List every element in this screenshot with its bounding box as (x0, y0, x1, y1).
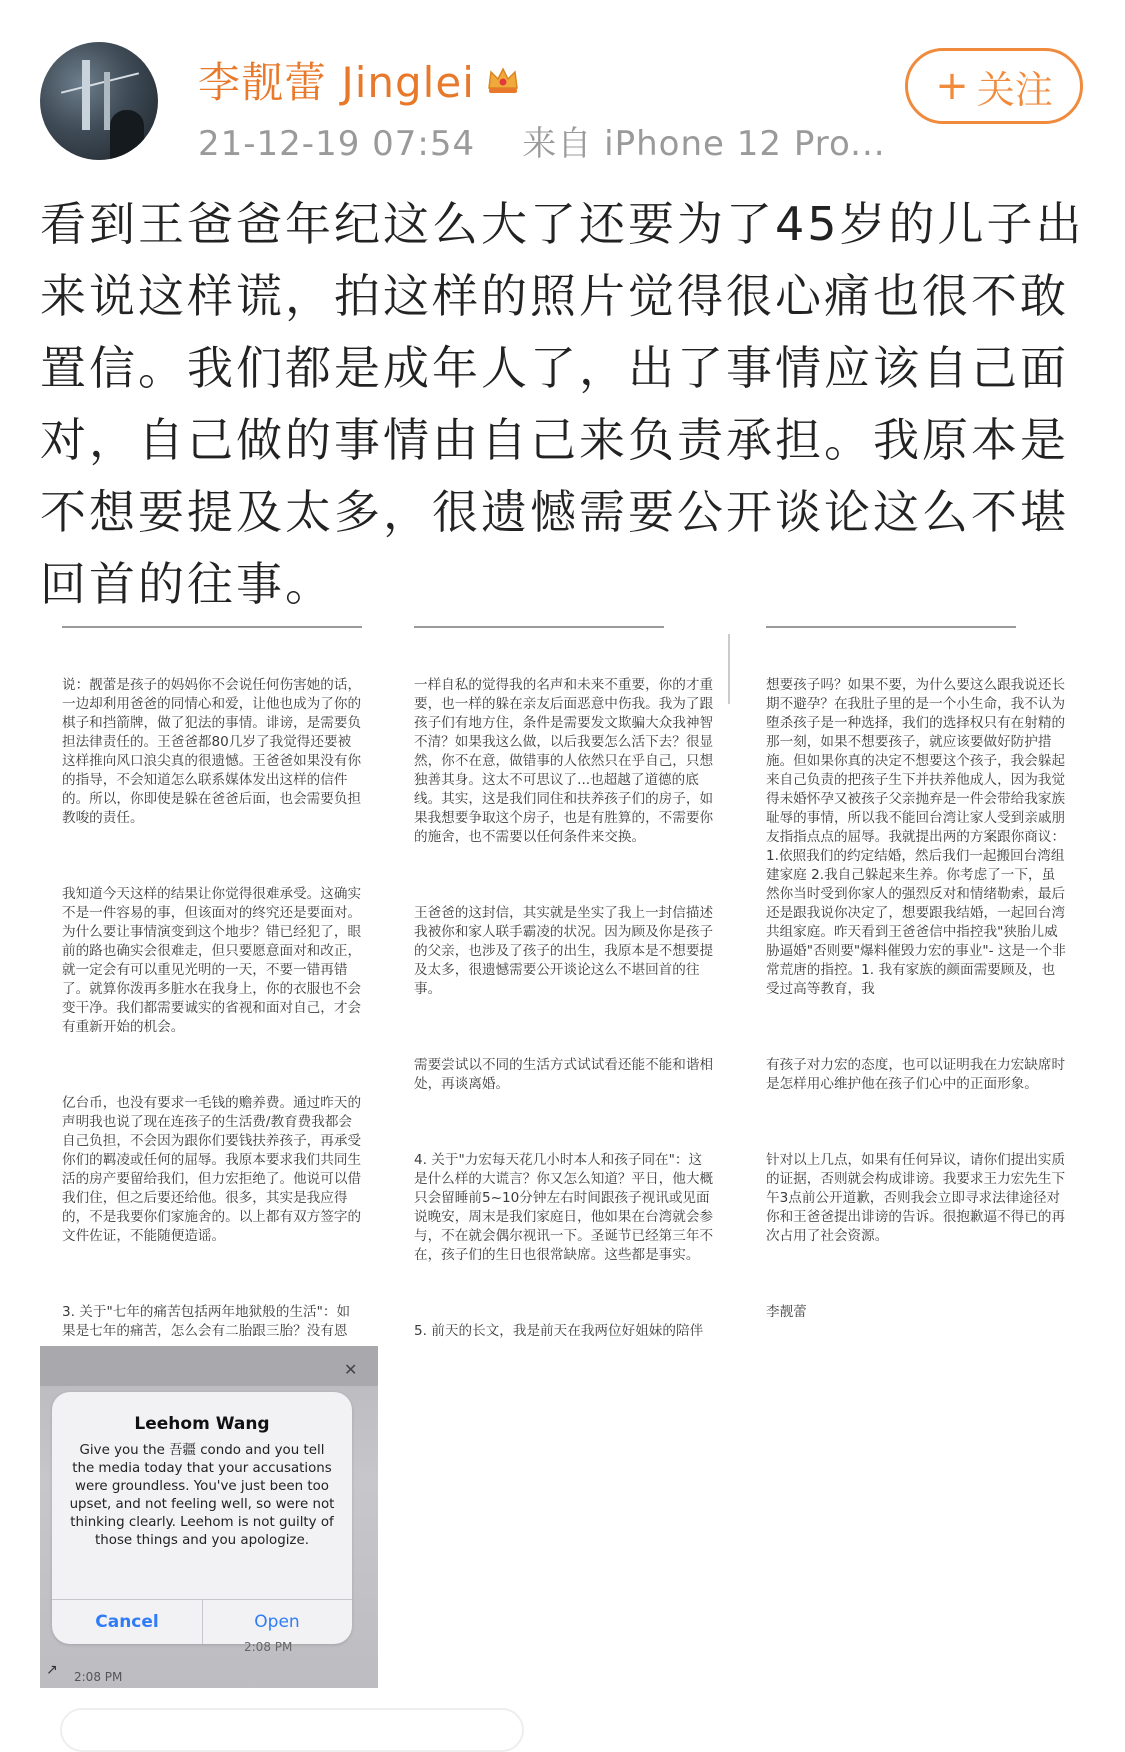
post-text: 看到王爸爸年纪这么大了还要为了45岁的儿子出来说这样谎，拍这样的照片觉得很心痛也很不敢置信。我们都是成年人了，出了事情应该自己面对，自己做的事情由自己来负责承担。我原本是不想要提及太多，很遗憾需要公开谈论这么不堪回首的往事。 (40, 197, 1085, 611)
doc-paragraph: 一样自私的觉得我的名声和未来不重要，你的才重要，也一样的躲在亲友后面恶意中伤我。我为了跟孩子们有地方住，条件是需要发文欺骗大众我神智不清？如果我这么做，以后我要怎么活下去？很显然，你不在意，做错事的人依然只在乎自己，只想独善其身。这太不可思议了...也超越了道德的底线。其实，这是我们同住和扶养孩子们的房子，如果我想要争取这个房子，也是有胜算的，不需要你的施舍，也不需要以任何条件来交换。 (414, 677, 714, 845)
doc-paragraph: 需要尝试以不同的生活方式试试看还能不能和谐相处，再谈离婚。 (414, 1057, 714, 1092)
document-column-3 (766, 638, 1066, 1340)
doc-paragraph: 王爸爸的这封信，其实就是坐实了我上一封信描述我被你和家人联手霸凌的状况。因为顾及你是孩子的父亲，也涉及了孩子的出生，我原本是不想要提及太多，很遗憾需要公开谈论这么不堪回首的往事。 (414, 905, 714, 997)
doc-paragraph: 4. 关于"力宏每天花几小时本人和孩子同在"：这是什么样的大谎言？你又怎么知道？平日，他大概只会留睡前5~10分钟左右时间跟孩子视讯或见面说晚安，周末是我们家庭日，他如果在台湾就会参与，不在就会偶尔视讯一下。圣诞节已经第三年不在，孩子们的生日也很常缺席。这些都是事实。 (414, 1152, 714, 1263)
screenshot-header (40, 1346, 378, 1386)
message-time: 2:08 PM (74, 1670, 123, 1684)
post-meta (198, 116, 886, 165)
follow-label: 关注 (976, 67, 1053, 112)
dialog-title: Leehom Wang (134, 1414, 270, 1434)
doc-paragraph: 针对以上几点，如果有任何异议，请你们提出实质的证据，否则就会构成诽谤。我要求王力宏先生下午3点前公开道歉，否则我会立即寻求法律途径对你和王爸爸提出诽谤的告诉。很抱歉逼不得已的再次占用了社会资源。 (766, 1152, 1066, 1244)
author-row (198, 50, 523, 110)
message-screenshot-image[interactable] (40, 1346, 378, 1688)
verified-crown-icon (483, 60, 523, 100)
reply-arrow-icon: ↗ (46, 1662, 58, 1678)
alert-dialog (52, 1392, 352, 1644)
message-time: 2:08 PM (244, 1640, 293, 1654)
doc-signature: 李靓蕾 (766, 1304, 807, 1320)
post-timestamp: 21-12-19 07:54 (198, 124, 476, 164)
doc-paragraph: 3. 关于"七年的痛苦包括两年地狱般的生活"：如果是七年的痛苦，怎么会有二胎跟三胎？没有恩 (62, 1304, 351, 1339)
follow-button[interactable] (905, 48, 1083, 124)
doc-paragraph: 亿台币，也没有要求一毛钱的赡养费。通过昨天的声明我也说了现在连孩子的生活费/教育费我都会自己负担，不会因为跟你们要钱扶养孩子，再承受你们的羁凌或任何的屈辱。我原本要求我们共同生活的房产要留给我们，但力宏拒绝了。他说可以借我们住，但之后要还给他。很多，其实是我应得的，不是我要你们家施舍的。以上都有双方签字的文件佐证，不能随便造谣。 (62, 1095, 362, 1244)
document-column-1 (62, 638, 362, 1340)
doc-paragraph: 有孩子对力宏的态度，也可以证明我在力宏缺席时是怎样用心维护他在孩子们心中的正面形象。 (766, 1057, 1066, 1092)
comment-bar-partial[interactable] (60, 1708, 524, 1752)
username[interactable]: 李靓蕾 Jinglei (198, 58, 475, 107)
doc-paragraph: 想要孩子吗？如果不要，为什么要这么跟我说还长期不避孕？在我肚子里的是一个小生命，我不认为堕杀孩子是一种选择，我们的选择权只有在射精的那一刻，如果不想要孩子，就应该要做好防护措施。但如果你真的决定不想要这个孩子，我会躲起来自己负责的把孩子生下并扶养他成人，因为我觉得未婚怀孕又被孩子父亲抛弃是一件会带给我家族耻辱的事情，所以我不能回台湾让家人受到亲戚朋友指指点点的屈辱。我就提出两的方案跟你商议：1.依照我们的约定结婚，然后我们一起搬回台湾组建家庭 2.我自己躲起来生养。你考虑了一下，虽然你当时受到你家人的强烈反对和情绪勒索，最后还是跟我说你决定了，想要跟我结婚，一起回台湾共组家庭。昨天看到王爸爸信中指控我"狭胎儿威胁逼婚"否则要"爆料催毁力宏的事业"- 这是一个非常荒唐的指控。1. 我有家族的颜面需要顾及，也受过高等教育，我 (766, 677, 1066, 997)
document-column-2 (414, 638, 714, 1340)
doc-paragraph: 说：靓蕾是孩子的妈妈你不会说任何伤害她的话，一边却利用爸爸的同情心和爱，让他也成为了你的棋子和挡箭牌，做了犯法的事情。诽谤，是需要负担法律责任的。王爸爸都80几岁了我觉得还要被这样推向风口浪尖真的很遗憾。王爸爸如果没有你的指导，不会知道怎么联系媒体发出这样的信件的。所以，你即使是躲在爸爸后面，也会需要负担教唆的责任。 (62, 677, 362, 826)
avatar[interactable] (40, 42, 158, 160)
dialog-open-button[interactable]: Open (254, 1612, 300, 1632)
doc-paragraph: 我知道今天这样的结果让你觉得很难承受。这确实不是一件容易的事，但该面对的终究还是要面对。为什么要让事情演变到这个地步？错已经犯了，眼前的路也确实会很难走，但只要愿意面对和改正，就一定会有可以重见光明的一天，不要一错再错了。就算你泼再多脏水在我身上，你的衣服也不会变干净。我们都需要诚实的省视和面对自己，才会有重新开始的机会。 (62, 886, 362, 1035)
post-header (0, 0, 1125, 170)
column-divider (728, 634, 730, 704)
doc-paragraph: 5. 前天的长文，我是前天在我两位好姐妹的陪伴 (414, 1323, 704, 1339)
close-icon: ✕ (344, 1360, 358, 1379)
statement-document-image[interactable] (40, 624, 1085, 1340)
post-source: 来自 iPhone 12 Pro... (522, 124, 886, 164)
dialog-cancel-button[interactable]: Cancel (95, 1612, 159, 1632)
dialog-message: Give you the 吾疆 condo and you tell the media today that your accusations were groundless. You've just been too upset, and not feeling well, so were not thinking clearly. Leehom is not guilty of those things and you apologize. (69, 1443, 335, 1548)
plus-icon: + (935, 63, 969, 109)
